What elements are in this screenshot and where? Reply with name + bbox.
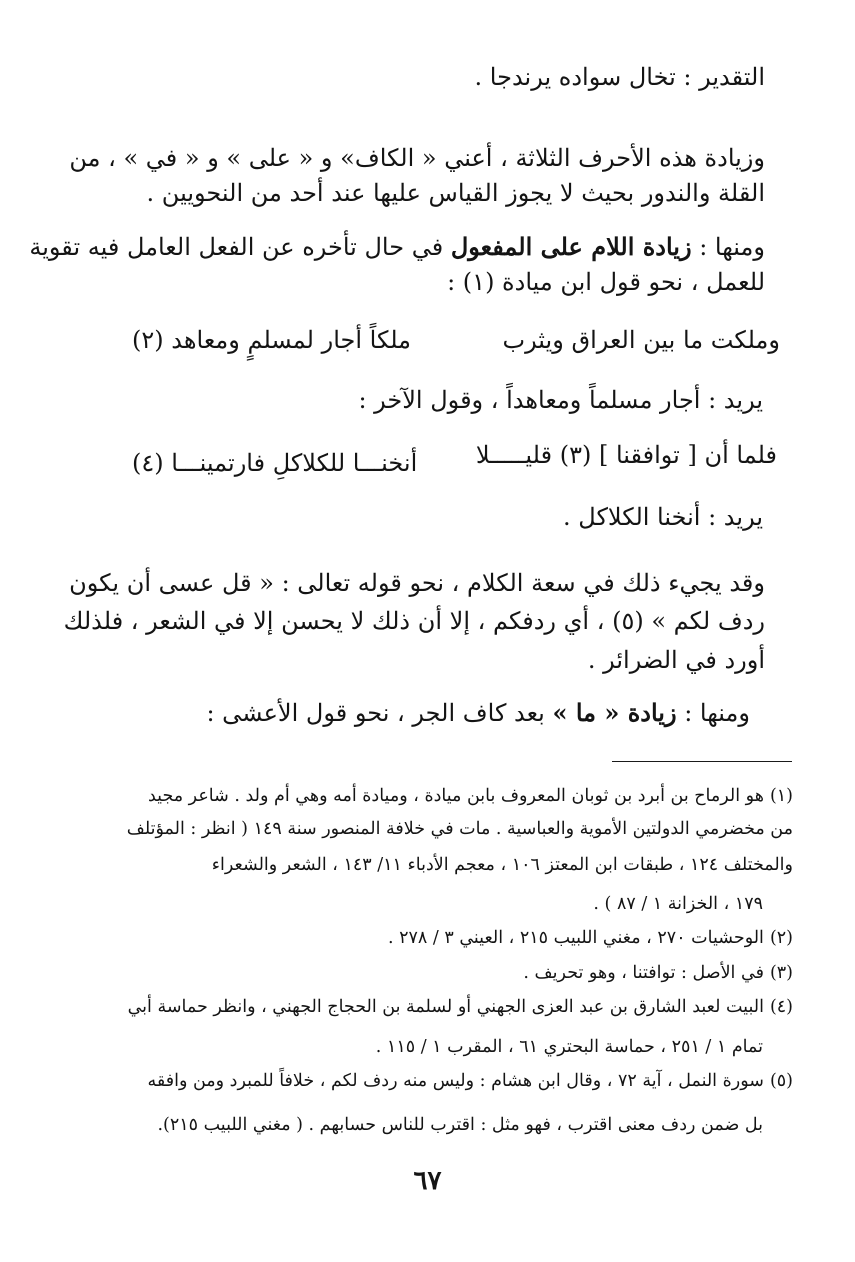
para4-rest: بعد كاف الجر ، نحو قول الأعشى : xyxy=(206,699,545,727)
footnote-1-line3: والمختلف ١٢٤ ، طبقات ابن المعتز ١٠٦ ، معجم الأدباء ١١/ ١٤٣ ، الشعر والشعراء xyxy=(211,855,793,875)
footnote-4-line1 xyxy=(128,994,793,1020)
verse1-second-hemistich: ملكاً أجار لمسلمٍ ومعاهد (٢) xyxy=(132,326,412,354)
footnote-1-line4: ١٧٩ ، الخزانة ١ / ٨٧ ) . xyxy=(593,894,763,914)
para2-rest: في حال تأخره عن الفعل العامل فيه تقوية xyxy=(29,233,444,261)
footnote-1-line2: من مخضرمي الدولتين الأموية والعباسية . مات في خلافة المنصور سنة ١٤٩ ( انظر : المؤتلف xyxy=(126,819,793,839)
verse2-first-hemistich: فلما أن [ توافقنا ] (٣) قليـــــلا xyxy=(475,441,777,469)
para1-line2: القلة والندور بحيث لا يجوز القياس عليها عند أحد من النحويين . xyxy=(146,179,765,207)
footnote-2-number: (٢) xyxy=(769,928,793,948)
footnote-5-text: سورة النمل ، آية ٧٢ ، وقال ابن هشام : وليس منه ردف لكم ، خلافاً للمبرد ومن وافقه xyxy=(147,1071,764,1091)
footnote-3-text: في الأصل : توافتنا ، وهو تحريف . xyxy=(523,963,764,983)
footnote-1-text: هو الرماح بن أبرد بن ثوبان المعروف بابن ميادة ، وميادة أمه وهي أم ولد . شاعر مجيد xyxy=(147,786,764,806)
para4-lead: ومنها : xyxy=(684,699,750,727)
footnote-separator xyxy=(612,761,792,762)
footnote-1-line1 xyxy=(148,783,793,809)
footnote-5-line1 xyxy=(148,1068,794,1094)
taqdir-line: التقدير : تخال سواده يرندجا . xyxy=(474,63,765,91)
verse1-first-hemistich: وملكت ما بين العراق ويثرب xyxy=(502,326,780,354)
para4-line1 xyxy=(206,696,750,730)
footnote-4-number: (٤) xyxy=(769,997,793,1017)
page-number: ٦٧ xyxy=(413,1166,442,1196)
footnote-2-line1 xyxy=(388,925,793,951)
para2-heading-bold: زيادة اللام على المفعول xyxy=(450,232,692,261)
footnote-4-text: البيت لعبد الشارق بن عبد العزى الجهني أو لسلمة بن الحجاج الجهني ، وانظر حماسة أبي xyxy=(127,997,764,1017)
para3-line2: ردف لكم » (٥) ، أي ردفكم ، إلا أن ذلك لا يحسن إلا في الشعر ، فلذلك xyxy=(63,607,765,635)
footnote-4-line2: تمام ١ / ٢٥١ ، حماسة البحتري ٦١ ، المقرب ١ / ١١٥ . xyxy=(375,1037,763,1057)
footnote-3-number: (٣) xyxy=(769,963,793,983)
para3-line1: وقد يجيء ذلك في سعة الكلام ، نحو قوله تعالى : « قل عسى أن يكون xyxy=(69,569,765,597)
para4-heading-bold: زيادة « ما » xyxy=(552,698,677,727)
footnote-3-line1 xyxy=(523,960,793,986)
yurid-line1: يريد : أجار مسلماً ومعاهداً ، وقول الآخر : xyxy=(358,386,763,414)
yurid-line2: يريد : أنخنا الكلاكل . xyxy=(563,503,763,531)
footnote-5-number: (٥) xyxy=(769,1071,793,1091)
verse2-second-hemistich: أنخنـــا للكلاكلِ فارتمينـــا (٤) xyxy=(132,449,418,477)
para2-line2: للعمل ، نحو قول ابن ميادة (١) : xyxy=(447,268,765,296)
para1-line1: وزيادة هذه الأحرف الثلاثة ، أعني « الكاف» و « على » و « في » ، من xyxy=(69,144,765,172)
footnote-1-number: (١) xyxy=(769,786,793,806)
para2-lead: ومنها : xyxy=(699,233,765,261)
para3-line3: أورد في الضرائر . xyxy=(587,646,765,674)
footnote-2-text: الوحشيات ٢٧٠ ، مغني اللبيب ٢١٥ ، العيني ٣ / ٢٧٨ . xyxy=(387,928,764,948)
footnote-5-line2: بل ضمن ردف معنى اقترب ، فهو مثل : اقترب للناس حسابهم . ( مغني اللبيب ٢١٥). xyxy=(157,1115,763,1135)
para2-line1 xyxy=(29,230,765,264)
